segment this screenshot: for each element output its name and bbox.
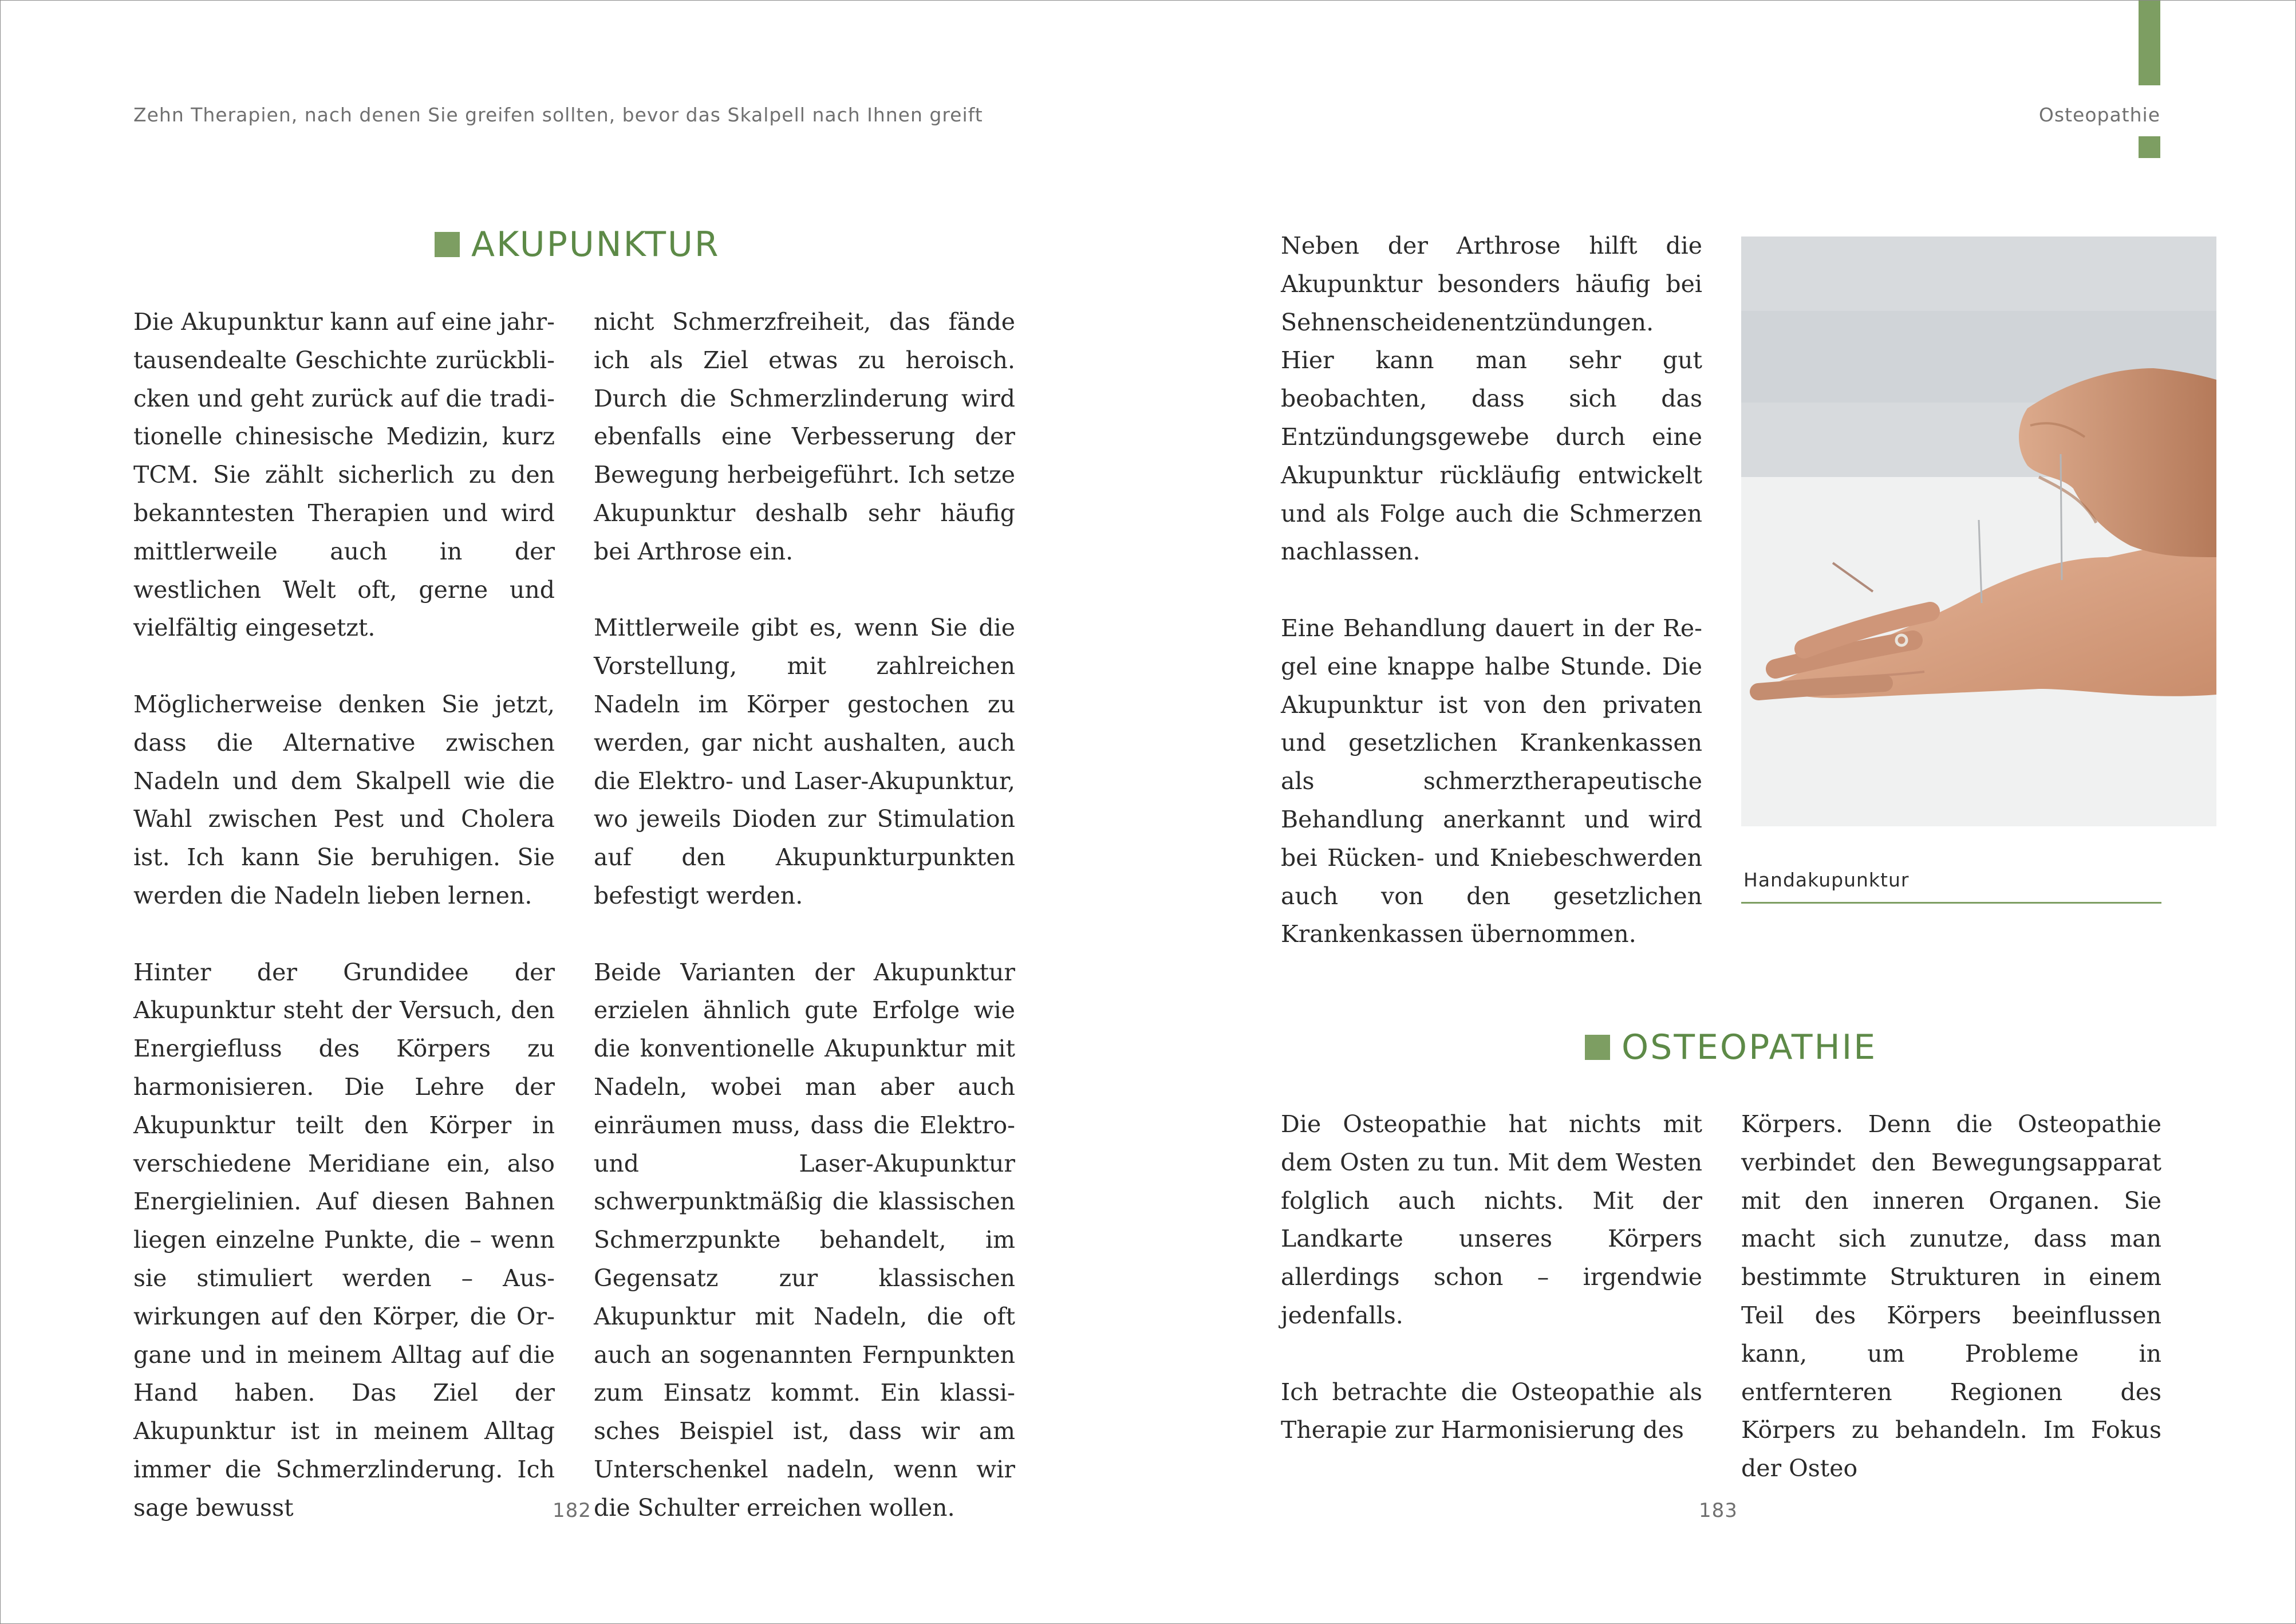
caption-underline [1741,902,2161,904]
section-heading-akupunktur [435,224,720,265]
image-caption: Handakupunktur [1743,869,1910,891]
section-heading-osteopathie [1585,1027,1877,1067]
hand-acupuncture-photo [1741,236,2216,826]
paragraph: Möglicherweise denken Sie jetzt, dass die Alternative zwischen Nadeln und dem Skalpell wie die Wahl zwischen Pest und Cholera ist. Ich kann Sie beruhigen. Sie werden die Nadeln lieben lernen. [133,690,555,909]
paragraph: Eine Behandlung dauert in der Regel eine knappe halbe Stunde. Die Akupunktur ist von den privaten und gesetzlichen Krankenkassen als schmerztherapeutische Behandlung anerkannt und wird bei Rücken- und Kniebeschwerden auch von den gesetzlichen Krankenkassen übernommen. [1281,614,1702,948]
right-page-column-1 [1281,227,1702,953]
paragraph: Die Akupunktur kann auf eine jahrtausendealte Geschichte zurückblicken und geht zurück auf die traditionelle chinesische Medizin, kurz TCM. Sie zählt sicherlich zu den bekanntesten Therapien und wird mittlerweile auch in der westlichen Welt oft, gerne und vielfältig eingesetzt. [133,308,555,642]
paragraph: nicht Schmerzfreiheit, das fände ich als Ziel etwas zu heroisch. Durch die Schmerzlinderung wird ebenfalls eine Verbesserung der Bewegung herbeigeführt. Ich setze Akupunktur deshalb sehr häufig bei Arthrose ein. [594,308,1015,565]
left-page-column-1 [133,303,555,1527]
running-head-left: Zehn Therapien, nach denen Sie greifen sollten, bevor das Skalpell nach Ihnen greift [133,104,983,126]
page-number-right: 183 [1699,1499,1738,1522]
section-heading-text: AKUPUNKTUR [471,224,720,265]
heading-square-icon [435,232,460,257]
paragraph: Ich betrachte die Osteopathie als Therapie zur Harmonisierung des [1281,1378,1702,1444]
paragraph: Hinter der Grundidee der Akupunktur steht der Versuch, den Energiefluss des Körpers zu harmonisieren. Die Lehre der Akupunktur teilt den Körper in verschiedene Meridiane ein, also Energielinien. Auf diesen Bahnen liegen einzelne Punkte, die – wenn sie stimuliert werden – Auswirkungen auf den Körper, die Organe und in meinem Alltag auf die Hand haben. Das Ziel der Akupunktur ist in meinem Alltag immer die Schmerzlinderung. Ich sage bewusst [133,958,555,1521]
chapter-accent-square [2139,136,2160,158]
paragraph: Beide Varianten der Akupunktur erzielen ähnlich gute Erfolge wie die konventionelle Akupunktur mit Nadeln, wobei man aber auch einräumen muss, dass die Elektro- und Laser-Akupunktur schwerpunktmäßig die klassischen Schmerzpunkte behandelt, im Gegensatz zur klassischen Akupunktur mit Nadeln, die oft auch an sogenannten Fernpunkten zum Einsatz kommt. Ein klassisches Beispiel ist, dass wir am Unterschenkel nadeln, wenn wir die Schulter erreichen wollen. [594,958,1015,1521]
page-number-left: 182 [553,1499,591,1522]
heading-square-icon [1585,1035,1610,1060]
left-page-column-2 [594,303,1015,1527]
paragraph: Die Osteopathie hat nichts mit dem Osten zu tun. Mit dem Westen folglich auch nichts. Mit der Landkarte unseres Körpers allerdings schon – irgendwie jedenfalls. [1281,1110,1702,1329]
paragraph: Körpers. Denn die Osteopathie verbindet den Bewegungsapparat mit den inneren Organen. Sie macht sich zunutze, dass man bestimmte Strukturen in einem Teil des Körpers beeinflussen kann, um Probleme in entfernteren Regionen des Körpers zu behandeln. Im Fokus der Osteo [1741,1110,2161,1483]
section-heading-text: OSTEOPATHIE [1622,1027,1877,1067]
paragraph: Neben der Arthrose hilft die Akupunktur besonders häufig bei Sehnenscheidenentzündungen. Hier kann man sehr gut beobachten, dass sich das Entzündungsgewebe durch eine Akupunktur rückläufig entwickelt und als Folge auch die Schmerzen nachlassen. [1281,232,1702,566]
osteopathie-column-2 [1741,1105,2161,1488]
running-head-right: Osteopathie [2038,104,2160,126]
osteopathie-column-1 [1281,1105,1702,1449]
paragraph: Mittlerweile gibt es, wenn Sie die Vorstellung, mit zahlreichen Nadeln im Körper gestochen zu werden, gar nicht aushalten, auch die Elektro- und Laser-Akupunktur, wo jeweils Dioden zur Stimulation auf den Akupunkturpunkten befestigt werden. [594,614,1015,909]
chapter-accent-bar [2139,1,2160,85]
